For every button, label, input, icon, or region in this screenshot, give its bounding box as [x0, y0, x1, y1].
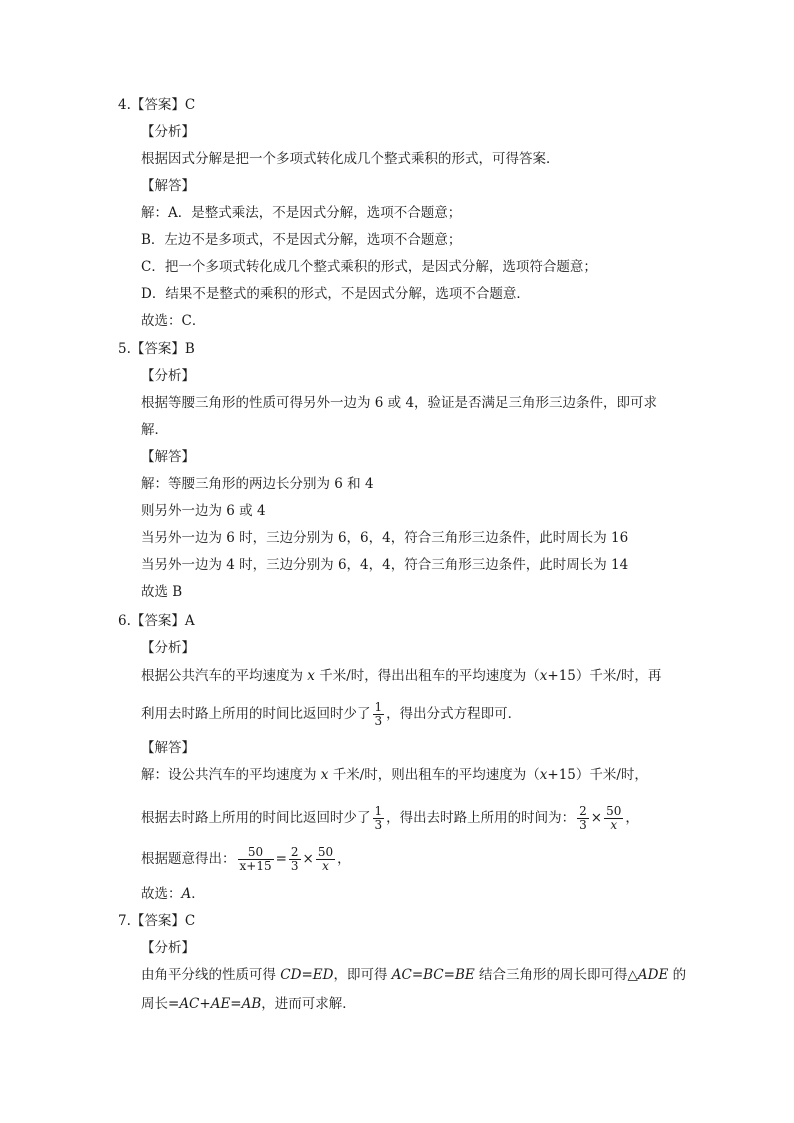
q6-analysis-line-2: 利用去时路上所用的时间比返回时少了 $\frac{1}{3}$ ，得出分式方程即可．: [141, 700, 522, 728]
q5-analysis-label: 【分析】: [141, 368, 195, 384]
q7-answer-heading: 7.【答案】C: [118, 913, 196, 929]
q5-analysis-text: 解．: [141, 422, 168, 438]
q6-answer-heading: 6.【答案】A: [118, 613, 195, 629]
q4-solution-line: 故选：C．: [141, 313, 206, 329]
fraction-one-third: $\frac{1}{3}$: [374, 804, 383, 832]
q6-final-answer: 故选：A．: [141, 886, 205, 902]
q6-analysis-line-1: 根据公共汽车的平均速度为 x 千米/时，得出出租车的平均速度为（x+15）千米/时，再: [141, 668, 662, 684]
q4-analysis-text: 根据因式分解是把一个多项式转化成几个整式乘积的形式，可得答案．: [141, 151, 560, 167]
q6-equation-line: 根据题意得出： $\frac{50}{x+15}$ = $\frac{2}{3}$ × $\frac{50}{x}$ ，: [141, 845, 351, 873]
q6-solution-line-1: 解：设公共汽车的平均速度为 x 千米/时，则出租车的平均速度为（x+15）千米/时，: [141, 767, 648, 783]
fraction-one-third: $\frac{1}{3}$: [374, 700, 383, 728]
q6-solution-line-2: 根据去时路上所用的时间比返回时少了 $\frac{1}{3}$ ，得出去时路上所用的时间为： $\frac{2}{3}$ × $\frac{50}{x}$ ，: [141, 804, 639, 832]
fraction-fifty-over-x: $\frac{50}{x}$: [317, 845, 334, 873]
fraction-fifty-over-x-plus-15: $\frac{50}{x+15}$: [239, 845, 272, 873]
q4-solution-label: 【解答】: [141, 178, 195, 194]
q4-solution-line: B．左边不是多项式，不是因式分解，选项不合题意；: [141, 232, 462, 248]
q4-solution-line: D．结果不是整式的乘积的形式，不是因式分解，选项不合题意．: [141, 286, 530, 302]
q5-solution-label: 【解答】: [141, 449, 195, 465]
q7-analysis-label: 【分析】: [141, 940, 195, 956]
fraction-two-thirds: $\frac{2}{3}$: [579, 804, 587, 832]
q5-solution-line: 则另外一边为 6 或 4: [141, 503, 266, 519]
q5-solution-line: 当另外一边为 4 时，三边分别为 6，4，4，符合三角形三边条件，此时周长为 14: [141, 557, 629, 573]
q7-analysis-line-2: 周长=AC+AE=AB，进而可求解．: [141, 996, 356, 1012]
q4-solution-line: C．把一个多项式转化成几个整式乘积的形式，是因式分解，选项符合题意；: [141, 259, 597, 275]
q5-solution-line: 当另外一边为 6 时，三边分别为 6，6，4，符合三角形三边条件，此时周长为 16: [141, 530, 629, 546]
q6-analysis-label: 【分析】: [141, 640, 195, 656]
q4-analysis-label: 【分析】: [141, 124, 195, 140]
q6-solution-label: 【解答】: [141, 740, 195, 756]
q5-solution-line: 故选 B: [141, 584, 183, 600]
q4-answer-heading: 4.【答案】C: [118, 97, 196, 113]
fraction-fifty-over-x: $\frac{50}{x}$: [606, 804, 622, 832]
q5-solution-line: 解：等腰三角形的两边长分别为 6 和 4: [141, 476, 374, 492]
q5-analysis-text: 根据等腰三角形的性质可得另外一边为 6 或 4，验证是否满足三角形三边条件，即可求: [141, 395, 658, 411]
q5-answer-heading: 5.【答案】B: [118, 341, 195, 357]
q7-analysis-line-1: 由角平分线的性质可得 CD=ED，即可得 AC=BC=BE 结合三角形的周长即可得△ADE 的: [141, 967, 687, 983]
q4-solution-line: 解：A．是整式乘法，不是因式分解，选项不合题意；: [141, 205, 462, 221]
fraction-two-thirds: $\frac{2}{3}$: [290, 845, 299, 873]
